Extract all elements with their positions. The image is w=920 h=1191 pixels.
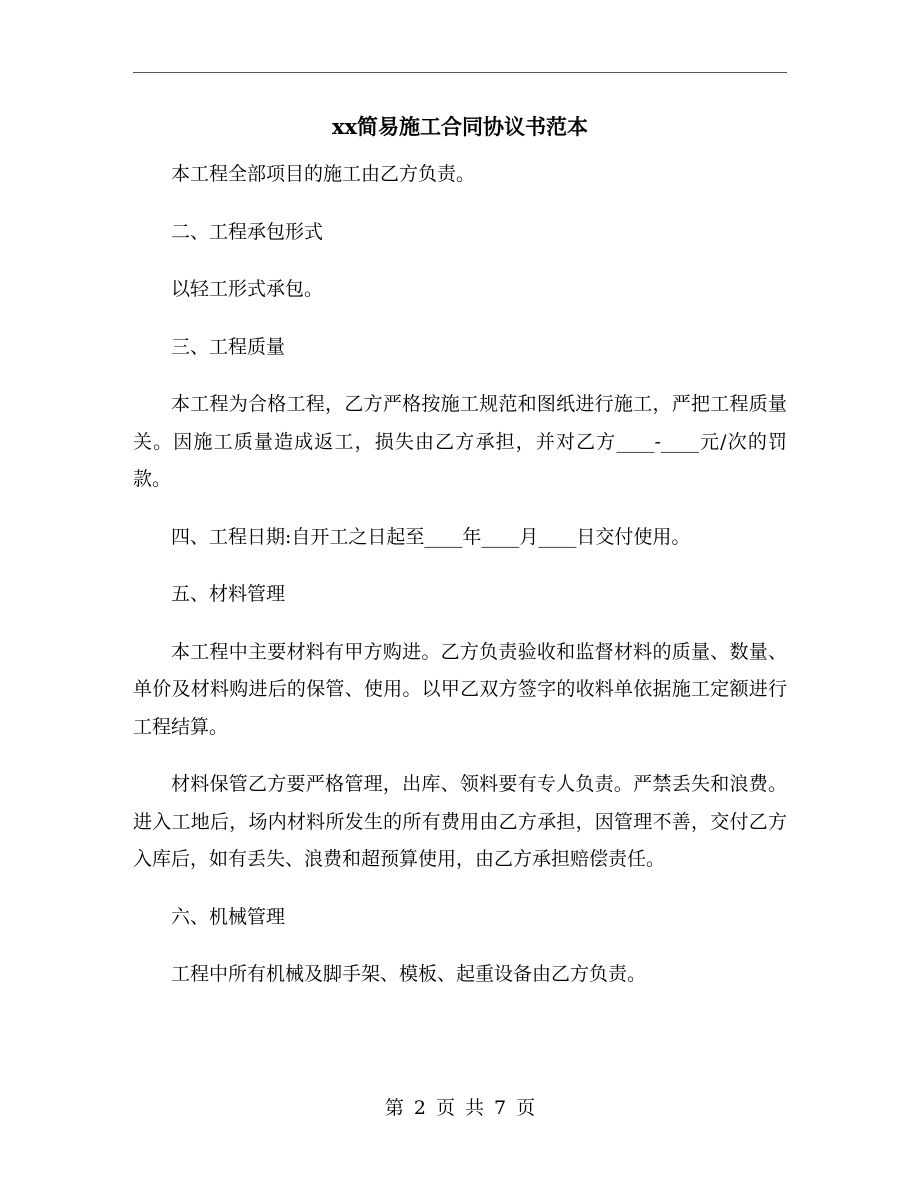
page-number: 第 2 页 共 7 页 <box>384 1097 536 1119</box>
section-heading-machinery: 六、机械管理 <box>171 905 286 928</box>
section-heading-contract-form: 二、工程承包形式 <box>171 220 324 243</box>
paragraph-scope: 本工程全部项目的施工由乙方负责。 <box>171 163 476 185</box>
section-heading-materials: 五、材料管理 <box>171 583 286 605</box>
section-heading-quality: 三、工程质量 <box>171 335 286 358</box>
paragraph-contract-form: 以轻工形式承包。 <box>171 278 324 300</box>
paragraph-materials-storage: 材料保管乙方要严格管理，出库、领料要有专人负责。严禁丢失和浪费。进入工地后，场内材料所发生的所有费用由乙方承担，因管理不善，交付乙方入库后，如有丢失、浪费和超预算使用，由乙方承担赔偿责任。 <box>133 773 787 870</box>
paragraph-quality: 本工程为合格工程，乙方严格按施工规范和图纸进行施工，严把工程质量关。因施工质量造成返工，损失由乙方承担，并对乙方____-____元/次的罚款。 <box>133 393 787 490</box>
document-title: xx简易施工合同协议书范本 <box>331 114 589 139</box>
document-body <box>133 156 787 1014</box>
header-rule <box>133 72 787 73</box>
paragraph-schedule: 四、工程日期:自开工之日起至____年____月____日交付使用。 <box>171 525 691 548</box>
paragraph-materials-purchase: 本工程中主要材料有甲方购进。乙方负责验收和监督材料的质量、数量、单价及材料购进后的保管、使用。以甲乙双方签字的收料单依据施工定额进行工程结算。 <box>133 640 787 738</box>
paragraph-machinery: 工程中所有机械及脚手架、模板、起重设备由乙方负责。 <box>171 963 647 985</box>
